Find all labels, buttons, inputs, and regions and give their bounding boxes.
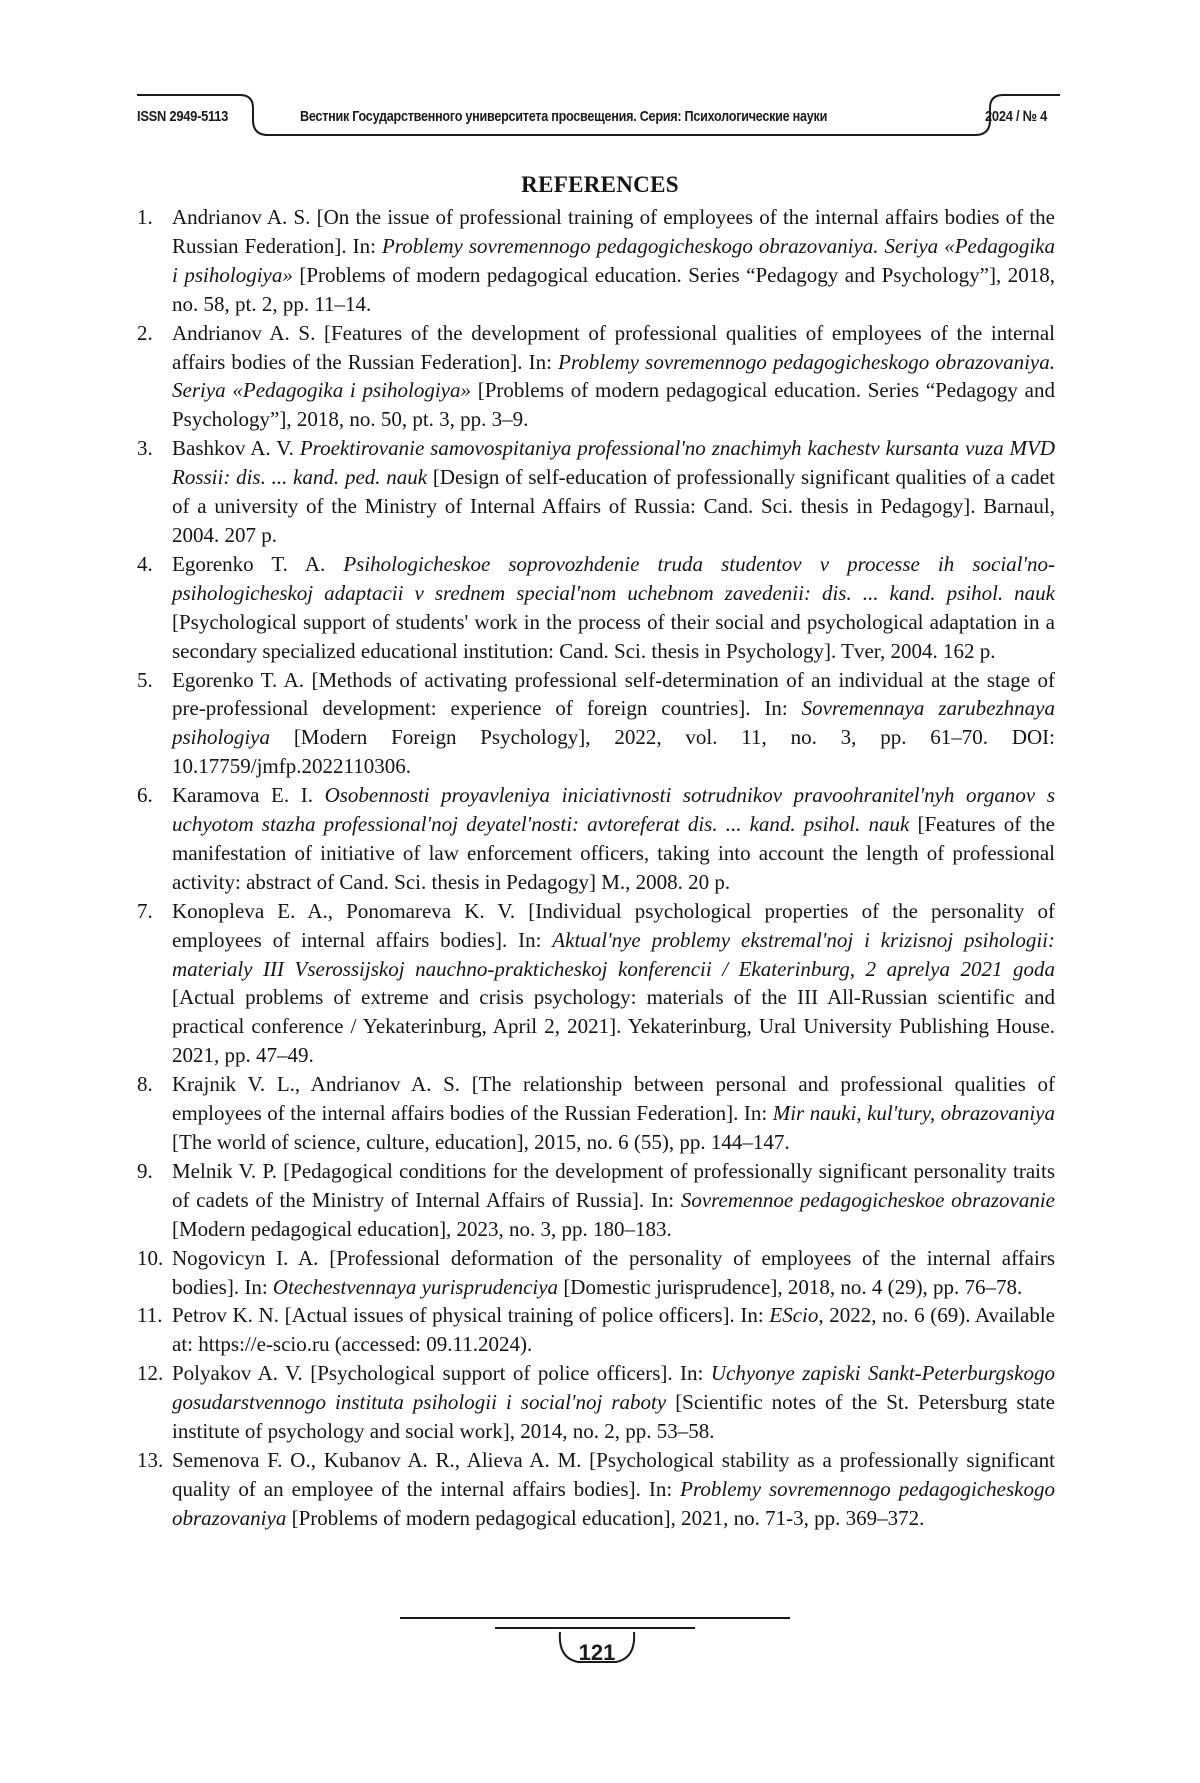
- reference-number: 5.: [137, 667, 153, 692]
- reference-source-title: Sovremennoe pedagogicheskoe obrazovanie: [680, 1187, 1055, 1212]
- reference-text: Konopleva E. A., Ponomareva K. V. [Individual psychological properties of the personality of employees of internal affairs bodies]. In:: [172, 898, 1055, 952]
- reference-number: 10.: [137, 1245, 164, 1270]
- issue-number: 2024 / № 4: [985, 108, 1048, 125]
- reference-source-title: Problemy sovremennogo pedagogicheskogo obrazovaniya. Seriya «Pedagogika i psihologiya»: [172, 349, 1055, 403]
- reference-source-title: Mir nauki, kul'tury, obrazovaniya: [772, 1101, 1055, 1126]
- reference-source-title: Uchyonye zapiski Sankt-Peterburgskogo gosudarstvennogo instituta psihologii i social'noj raboty: [172, 1361, 1056, 1415]
- reference-text: Andrianov A. S. [Features of the development of professional qualities of employees of the internal affairs bodies of the Russian Federation]. In:: [172, 320, 1055, 374]
- reference-item: [137, 1244, 1055, 1302]
- reference-text: Krajnik V. L., Andrianov A. S. [The relationship between personal and professional qualities of employees of the internal affairs bodies of the Russian Federation]. In:: [172, 1072, 1055, 1126]
- reference-number: 6.: [137, 783, 153, 808]
- reference-number: 11.: [137, 1303, 163, 1328]
- reference-text: Nogovicyn I. A. [Professional deformation of the personality of employees of the internal affairs bodies]. In:: [172, 1245, 1055, 1299]
- reference-source-title: Problemy sovremennogo pedagogicheskogo obrazovaniya. Seriya «Pedagogika i psihologiya»: [172, 233, 1055, 287]
- reference-item: [137, 781, 1055, 897]
- reference-item: [137, 666, 1055, 782]
- journal-title: Вестник Государственного университета просвещения. Серия: Психологические науки: [300, 108, 828, 125]
- reference-source-title: Sovremennaya zarubezhnaya psihologiya: [172, 696, 1055, 750]
- reference-number: 3.: [137, 436, 153, 461]
- issn: ISSN 2949-5113: [137, 108, 229, 125]
- reference-list: [137, 203, 1055, 1533]
- reference-source-title: Psihologicheskoe soprovozhdenie truda studentov v processe ih social'no-psihologicheskoj adaptacii v srednem special'nom uchebnom zavedenii: dis. ... kand. psihol. nauk: [172, 551, 1055, 605]
- reference-item: [137, 1157, 1055, 1244]
- page-number: 121: [578, 1640, 616, 1665]
- reference-source-title: Proektirovanie samovospitaniya professional'no znachimyh kachestv kursanta vuza MVD Rossii: dis. ... kand. ped. nauk: [172, 436, 1055, 490]
- reference-source-title: EScio: [769, 1303, 819, 1328]
- reference-text: Melnik V. P. [Pedagogical conditions for the development of professionally significant personality traits of cadets of the Ministry of Internal Affairs of Russia]. In:: [172, 1158, 1055, 1212]
- reference-source-title: Osobennosti proyavleniya iniciativnosti sotrudnikov pravoohranitel'nyh organov s uchyotom stazha professional'noj deyatel'nosti: avtoreferat dis. ... kand. psihol. nauk: [172, 783, 1056, 837]
- reference-text: [Design of self-education of professionally significant qualities of a cadet of a university of the Ministry of Internal Affairs of Russia: Cand. Sci. thesis in Pedagogy]. Barnaul, 2004. 207 p.: [172, 465, 1055, 547]
- reference-number: 8.: [137, 1072, 153, 1097]
- reference-item: [137, 203, 1055, 319]
- reference-text: [Problems of modern pedagogical education. Series “Pedagogy and Psychology”], 2018, no. 50, pt. 3, pp. 3–9.: [172, 378, 1055, 432]
- reference-item: [137, 1359, 1055, 1446]
- reference-text: Andrianov A. S. [On the issue of professional training of employees of the internal affairs bodies of the Russian Federation]. In:: [172, 205, 1055, 258]
- reference-source-title: Problemy sovremennogo pedagogicheskogo obrazovaniya: [172, 1476, 1055, 1530]
- reference-text: [Modern pedagogical education], 2023, no. 3, pp. 180–183.: [172, 1216, 672, 1241]
- reference-item: [137, 319, 1055, 435]
- reference-number: 1.: [137, 205, 153, 229]
- reference-item: [137, 1446, 1055, 1533]
- reference-item: [137, 1070, 1055, 1157]
- reference-number: 13.: [137, 1447, 164, 1472]
- reference-source-title: Aktual'nye problemy ekstremal'noj i krizisnoj psihologii: materialy III Vserossijskoj nauchno-prakticheskoj konferencii / Ekaterinburg, 2 aprelya 2021 goda: [172, 927, 1055, 981]
- reference-text: [Psychological support of students' work in the process of their social and psychological adaptation in a secondary specialized educational institution: Cand. Sci. thesis in Psychology]. Tver, 2004. 162 p.: [172, 609, 1055, 663]
- reference-number: 2.: [137, 320, 153, 345]
- reference-text: [Problems of modern pedagogical education], 2021, no. 71-3, pp. 369–372.: [286, 1505, 925, 1530]
- reference-text: [Modern Foreign Psychology], 2022, vol. 11, no. 3, pp. 61–70. DOI: 10.17759/jmfp.2022110306.: [172, 725, 1055, 779]
- reference-text: Polyakov A. V. [Psychological support of police officers]. In:: [172, 1361, 711, 1386]
- reference-number: 12.: [137, 1361, 164, 1386]
- reference-text: [Problems of modern pedagogical education. Series “Pedagogy and Psychology”], 2018, no. 58, pt. 2, pp. 11–14.: [172, 262, 1055, 316]
- reference-text: Karamova E. I.: [172, 783, 325, 808]
- reference-number: 4.: [137, 551, 153, 576]
- reference-text: Bashkov A. V.: [172, 436, 300, 461]
- reference-item: [137, 550, 1055, 666]
- reference-source-title: Otechestvennaya yurisprudenciya: [272, 1274, 559, 1299]
- reference-text: , 2022, no. 6 (69). Available at: https://e-scio.ru (accessed: 09.11.2024).: [172, 1303, 1055, 1357]
- reference-item: [137, 434, 1055, 550]
- reference-number: 7.: [137, 898, 153, 923]
- reference-item: [137, 897, 1055, 1070]
- reference-text: Petrov K. N. [Actual issues of physical training of police officers]. In:: [172, 1303, 770, 1328]
- running-header: [0, 0, 1200, 160]
- reference-item: [137, 1301, 1055, 1359]
- reference-text: [Features of the manifestation of initiative of law enforcement officers, taking into account the length of professional activity: abstract of Cand. Sci. thesis in Pedagogy] M., 2008. 20 p.: [172, 812, 1055, 894]
- reference-text: Egorenko T. A.: [172, 551, 344, 576]
- reference-number: 9.: [137, 1158, 153, 1183]
- reference-text: Egorenko T. A. [Methods of activating professional self-determination of an individual at the stage of pre-professional development: experience of foreign countries]. In:: [172, 667, 1055, 721]
- header-rule-graphic: [0, 0, 1200, 160]
- reference-text: [Scientific notes of the St. Petersburg state institute of psychology and social work], 2014, no. 2, pp. 53–58.: [172, 1390, 1055, 1444]
- reference-text: Semenova F. O., Kubanov A. R., Alieva A. M. [Psychological stability as a professionally significant quality of an employee of the internal affairs bodies]. In:: [172, 1447, 1055, 1501]
- reference-text: [The world of science, culture, education], 2015, no. 6 (55), pp. 144–147.: [172, 1130, 790, 1154]
- reference-text: [Domestic jurisprudence], 2018, no. 4 (29), pp. 76–78.: [558, 1274, 1023, 1299]
- references-heading: REFERENCES: [521, 172, 679, 197]
- reference-text: [Actual problems of extreme and crisis psychology: materials of the III All-Russian scientific and practical conference / Yekaterinburg, April 2, 2021]. Yekaterinburg, Ural University Publishing House. 2021, pp. 47–49.: [172, 985, 1055, 1068]
